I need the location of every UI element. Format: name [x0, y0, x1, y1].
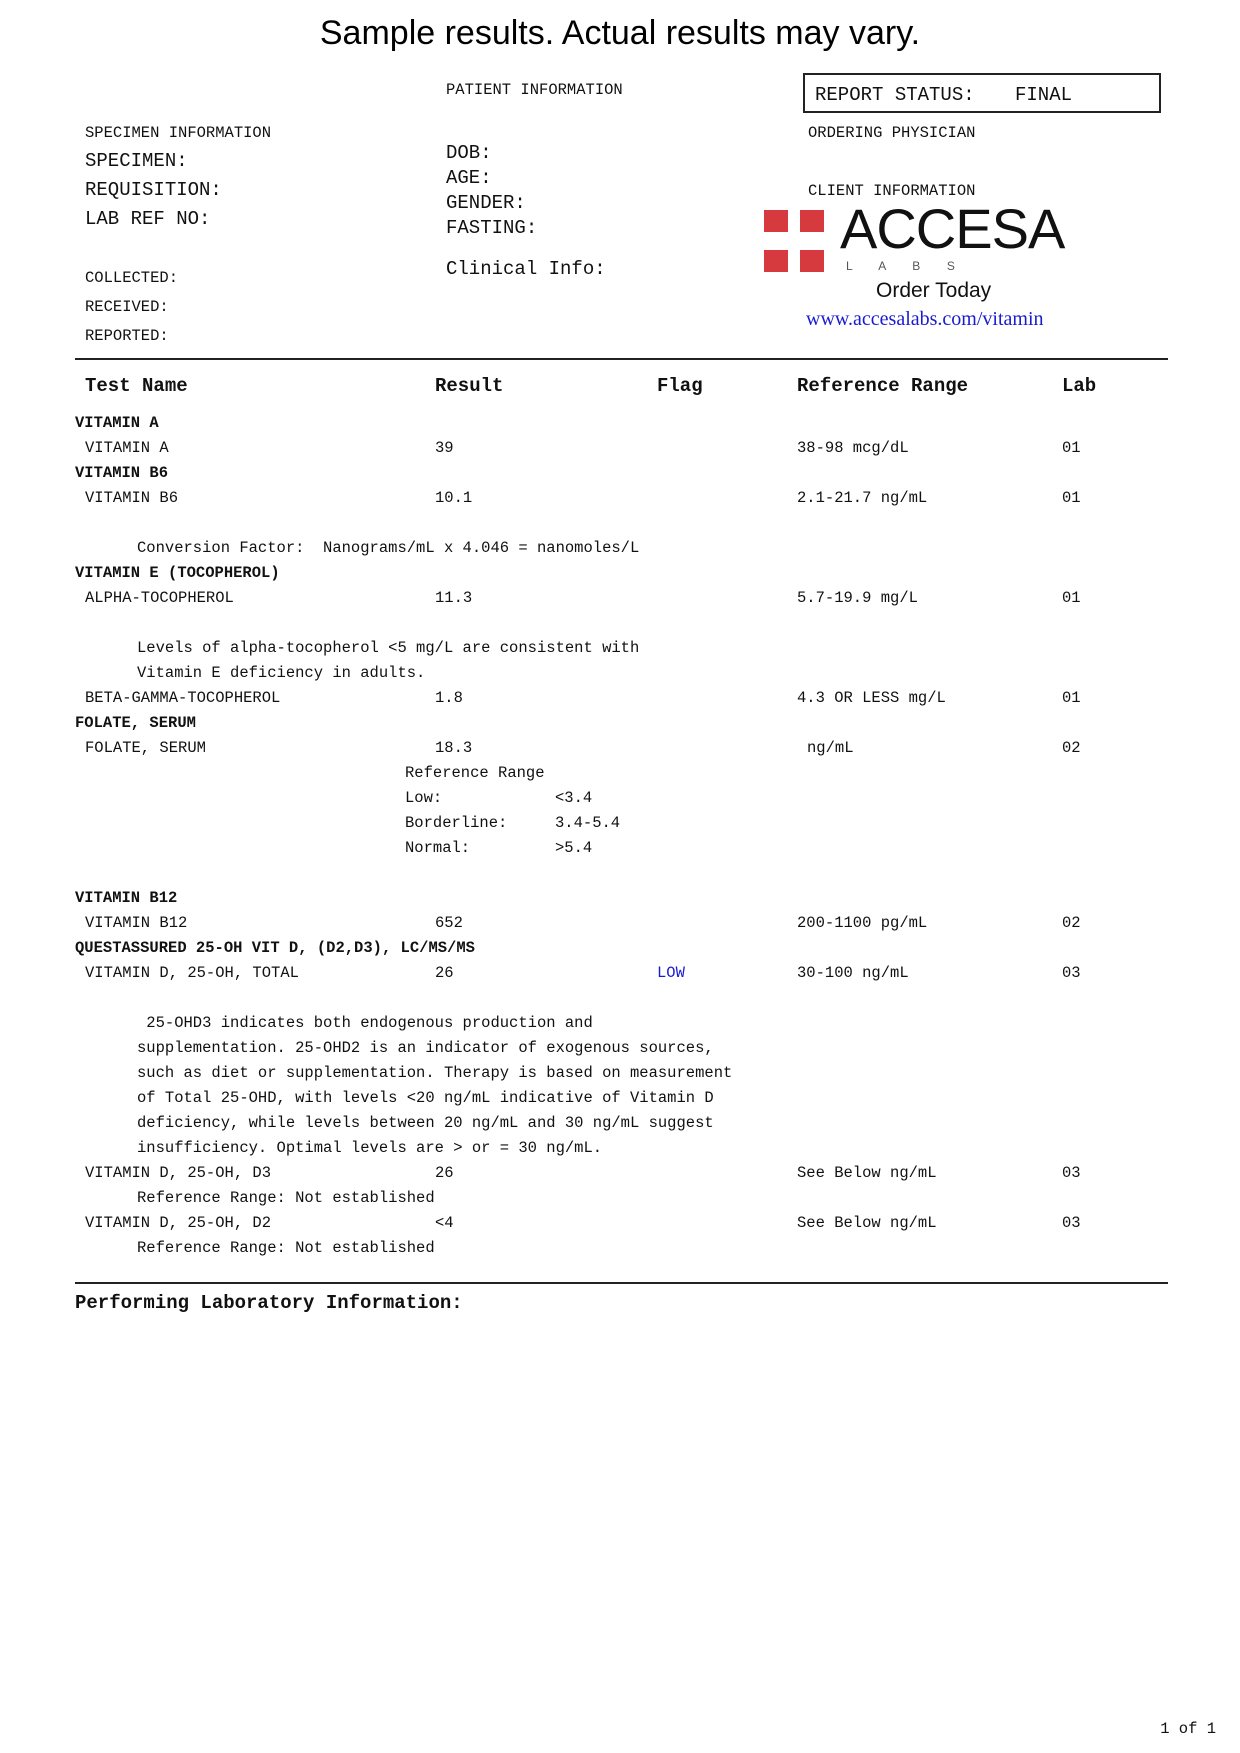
test-lab: 03 [1062, 964, 1081, 982]
test-lab: 01 [1062, 689, 1081, 707]
specimen-info-label: SPECIMEN INFORMATION [85, 124, 272, 142]
test-name: VITAMIN A [85, 439, 169, 457]
group-header: VITAMIN B6 [75, 464, 169, 482]
reported-label: REPORTED: [85, 327, 169, 345]
accesa-logo-squares [764, 210, 834, 274]
column-lab: Lab [1062, 375, 1097, 397]
group-header: VITAMIN A [75, 414, 159, 432]
test-result: 26 [435, 964, 454, 982]
test-note: insufficiency. Optimal levels are > or = 30 ng/mL. [137, 1139, 603, 1157]
logo-square [800, 210, 824, 232]
test-name: VITAMIN B6 [85, 489, 179, 507]
test-note: Reference Range: Not established [137, 1189, 435, 1207]
order-today-text: Order Today [876, 279, 992, 302]
test-name: VITAMIN B12 [85, 914, 188, 932]
test-note: Vitamin E deficiency in adults. [137, 664, 426, 682]
test-reference-range: 4.3 OR LESS mg/L [797, 689, 946, 707]
column-reference-range: Reference Range [797, 375, 969, 397]
test-reference-range: 2.1-21.7 ng/mL [797, 489, 928, 507]
order-link[interactable]: www.accesalabs.com/vitamin [806, 308, 1044, 330]
test-result: <4 [435, 1214, 454, 1232]
test-result: 10.1 [435, 489, 473, 507]
clinical-info-label: Clinical Info: [446, 258, 606, 280]
accesa-logo-subtext: L A B S [846, 259, 955, 273]
logo-square [800, 250, 824, 272]
report-status-label: REPORT STATUS: [815, 84, 975, 106]
test-reference-range: ng/mL [807, 739, 854, 757]
column-result: Result [435, 375, 504, 397]
sample-disclaimer-banner: Sample results. Actual results may vary. [319, 14, 921, 52]
test-lab: 02 [1062, 914, 1081, 932]
test-note: Conversion Factor: Nanograms/mL x 4.046 = nanomoles/L [137, 539, 640, 557]
folate-range-value: <3.4 [555, 789, 593, 807]
accesa-logo-wordmark: ACCESA [840, 197, 1065, 260]
test-result: 1.8 [435, 689, 463, 707]
ordering-physician-label: ORDERING PHYSICIAN [808, 124, 976, 142]
test-note: 25-OHD3 indicates both endogenous production and [137, 1014, 593, 1032]
test-reference-range: 30-100 ng/mL [797, 964, 909, 982]
test-result: 18.3 [435, 739, 473, 757]
test-result: 39 [435, 439, 454, 457]
client-info-label: CLIENT INFORMATION [808, 182, 976, 200]
gender-label: GENDER: [446, 192, 526, 214]
performing-lab-heading: Performing Laboratory Information: [75, 1292, 463, 1314]
folate-range-value: 3.4-5.4 [555, 814, 621, 832]
test-reference-range: 38-98 mcg/dL [797, 439, 909, 457]
test-name: VITAMIN D, 25-OH, D3 [85, 1164, 272, 1182]
page-number: 1 of 1 [1160, 1720, 1216, 1738]
column-flag: Flag [657, 375, 703, 397]
received-label: RECEIVED: [85, 298, 169, 316]
logo-square [764, 210, 788, 232]
collected-label: COLLECTED: [85, 269, 179, 287]
specimen-label: SPECIMEN: [85, 150, 188, 172]
header-divider [75, 358, 1168, 360]
test-note: such as diet or supplementation. Therapy is based on measurement [137, 1064, 733, 1082]
test-lab: 03 [1062, 1164, 1081, 1182]
test-reference-range: 5.7-19.9 mg/L [797, 589, 918, 607]
test-lab: 01 [1062, 439, 1081, 457]
test-note: of Total 25-OHD, with levels <20 ng/mL indicative of Vitamin D [137, 1089, 714, 1107]
patient-info-label: PATIENT INFORMATION [446, 81, 623, 99]
test-note: Reference Range: Not established [137, 1239, 435, 1257]
test-note: deficiency, while levels between 20 ng/mL and 30 ng/mL suggest [137, 1114, 714, 1132]
group-header: VITAMIN E (TOCOPHEROL) [75, 564, 280, 582]
age-label: AGE: [446, 167, 492, 189]
folate-range-label: Low: [405, 789, 443, 807]
test-lab: 01 [1062, 589, 1081, 607]
test-name: VITAMIN D, 25-OH, D2 [85, 1214, 272, 1232]
fasting-label: FASTING: [446, 217, 538, 239]
footer-divider [75, 1282, 1168, 1284]
test-reference-range: See Below ng/mL [797, 1164, 937, 1182]
report-status-box [803, 73, 1161, 113]
column-test-name: Test Name [85, 375, 188, 397]
test-lab: 01 [1062, 489, 1081, 507]
test-result: 652 [435, 914, 463, 932]
folate-range-value: >5.4 [555, 839, 593, 857]
test-reference-range: 200-1100 pg/mL [797, 914, 928, 932]
test-name: FOLATE, SERUM [85, 739, 206, 757]
test-lab: 02 [1062, 739, 1081, 757]
requisition-label: REQUISITION: [85, 179, 222, 201]
test-result: 11.3 [435, 589, 473, 607]
test-name: ALPHA-TOCOPHEROL [85, 589, 234, 607]
lab-ref-label: LAB REF NO: [85, 208, 211, 230]
folate-range-label: Borderline: [405, 814, 508, 832]
folate-reference-title: Reference Range [405, 764, 545, 782]
test-name: BETA-GAMMA-TOCOPHEROL [85, 689, 281, 707]
test-reference-range: See Below ng/mL [797, 1214, 937, 1232]
group-header: FOLATE, SERUM [75, 714, 196, 732]
report-status-value: FINAL [1015, 84, 1073, 106]
group-header: VITAMIN B12 [75, 889, 178, 907]
logo-square [764, 250, 788, 272]
test-note: Levels of alpha-tocopherol <5 mg/L are consistent with [137, 639, 640, 657]
flag-low-indicator: LOW [657, 964, 685, 982]
group-header: QUESTASSURED 25-OH VIT D, (D2,D3), LC/MS/MS [75, 939, 475, 957]
test-lab: 03 [1062, 1214, 1081, 1232]
test-note: supplementation. 25-OHD2 is an indicator of exogenous sources, [137, 1039, 714, 1057]
folate-range-label: Normal: [405, 839, 471, 857]
test-result: 26 [435, 1164, 454, 1182]
test-name: VITAMIN D, 25-OH, TOTAL [85, 964, 299, 982]
dob-label: DOB: [446, 142, 492, 164]
